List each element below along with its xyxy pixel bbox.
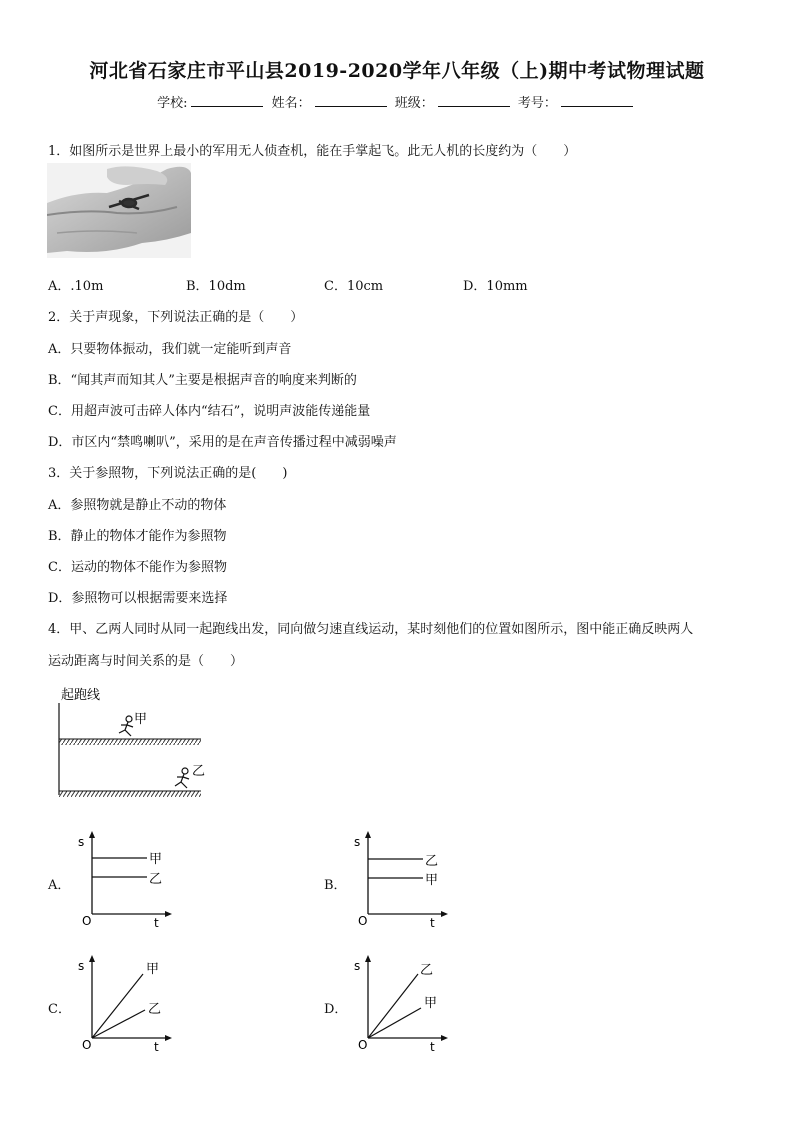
graph-b-origin: O [358, 914, 368, 928]
question-4-option-a: A． [48, 878, 71, 893]
graph-b [348, 828, 458, 928]
question-4-option-d: D． [324, 1002, 348, 1017]
exam-number-label: 考号： [517, 96, 557, 111]
graph-c-upper-line [92, 974, 143, 1038]
student-info-row [0, 92, 794, 111]
class-label: 班级： [394, 96, 434, 111]
graph-b-ylabel: s [354, 835, 361, 849]
question-3-stem: 3．关于参照物，下列说法正确的是( ) [48, 466, 288, 481]
graph-a-svg [72, 828, 182, 928]
track-figure [55, 683, 215, 803]
question-2-option-a: A．只要物体振动，我们就一定能听到声音 [48, 342, 292, 357]
runner-yi-icon [175, 768, 189, 788]
graph-a-upper-label: 甲 [149, 852, 163, 867]
question-2-stem: 2．关于声现象，下列说法正确的是（ ） [48, 310, 304, 325]
question-3-option-d: D．参照物可以根据需要来选择 [48, 591, 228, 606]
graph-d-lower-label: 甲 [424, 996, 438, 1011]
drone-photo-illustration [47, 163, 191, 258]
question-4-option-b: B． [324, 878, 347, 893]
graph-b-xlabel: t [430, 916, 435, 928]
graph-a [72, 828, 182, 928]
exam-number-blank [561, 94, 633, 107]
track-diagram [55, 683, 215, 803]
school-blank [191, 94, 263, 107]
question-1-option-d: D．10mm [463, 279, 528, 294]
graph-c-svg [72, 952, 182, 1052]
graph-d-lower-line [368, 1008, 421, 1038]
question-1-option-a: A．.10m [48, 279, 104, 294]
question-2-option-c: C．用超声波可击碎人体内“结石”，说明声波能传递能量 [48, 404, 371, 419]
graph-b-svg [348, 828, 458, 928]
graph-c-origin: O [82, 1038, 92, 1052]
graph-b-lower-label: 甲 [425, 873, 439, 888]
question-2-option-d: D．市区内“禁鸣喇叭”，采用的是在声音传播过程中减弱噪声 [48, 435, 397, 450]
graph-c-xlabel: t [154, 1040, 159, 1052]
name-label: 姓名： [271, 96, 311, 111]
graph-c-lower-label: 乙 [148, 1002, 162, 1017]
runner-yi-label: 乙 [192, 764, 206, 779]
question-2-option-b: B．“闻其声而知其人”主要是根据声音的响度来判断的 [48, 373, 357, 388]
top-lane-ground [59, 739, 201, 745]
class-blank [438, 94, 510, 107]
graph-d-upper-label: 乙 [420, 963, 434, 978]
drone-on-palm-photo [47, 163, 191, 258]
graph-a-origin: O [82, 914, 92, 928]
graph-d [348, 952, 458, 1052]
graph-d-svg [348, 952, 458, 1052]
question-3-option-b: B．静止的物体才能作为参照物 [48, 529, 227, 544]
question-1-option-b: B．10dm [186, 279, 246, 294]
graph-c-ylabel: s [78, 959, 85, 973]
graph-d-upper-line [368, 974, 418, 1038]
bottom-lane-ground [59, 791, 201, 797]
graph-d-ylabel: s [354, 959, 361, 973]
question-4-stem-line-1: 4．甲、乙两人同时从同一起跑线出发，同向做匀速直线运动，某时刻他们的位置如图所示，图中能正确反映两人 [48, 622, 694, 637]
start-line-label: 起跑线 [61, 688, 101, 703]
graph-c-upper-label: 甲 [146, 962, 160, 977]
question-3-option-a: A．参照物就是静止不动的物体 [48, 498, 227, 513]
question-4-option-c: C． [48, 1002, 71, 1017]
question-1-option-c: C．10cm [324, 279, 384, 294]
graph-b-upper-label: 乙 [425, 854, 439, 869]
question-4-stem-line-2: 运动距离与时间关系的是（ ） [48, 654, 244, 669]
school-label: 学校: [157, 96, 188, 111]
name-blank [315, 94, 387, 107]
question-1-stem: 1．如图所示是世界上最小的军用无人侦查机，能在手掌起飞。此无人机的长度约为（ ） [48, 144, 577, 159]
graph-a-ylabel: s [78, 835, 85, 849]
graph-a-xlabel: t [154, 916, 159, 928]
runner-jia-icon [119, 716, 133, 736]
graph-d-origin: O [358, 1038, 368, 1052]
graph-d-xlabel: t [430, 1040, 435, 1052]
exam-title: 河北省石家庄市平山县2019-2020学年八年级（上)期中考试物理试题 [89, 60, 705, 82]
runner-jia-label: 甲 [134, 712, 148, 727]
question-3-option-c: C．运动的物体不能作为参照物 [48, 560, 227, 575]
graph-c [72, 952, 182, 1052]
graph-a-lower-label: 乙 [149, 872, 163, 887]
graph-c-lower-line [92, 1010, 145, 1038]
